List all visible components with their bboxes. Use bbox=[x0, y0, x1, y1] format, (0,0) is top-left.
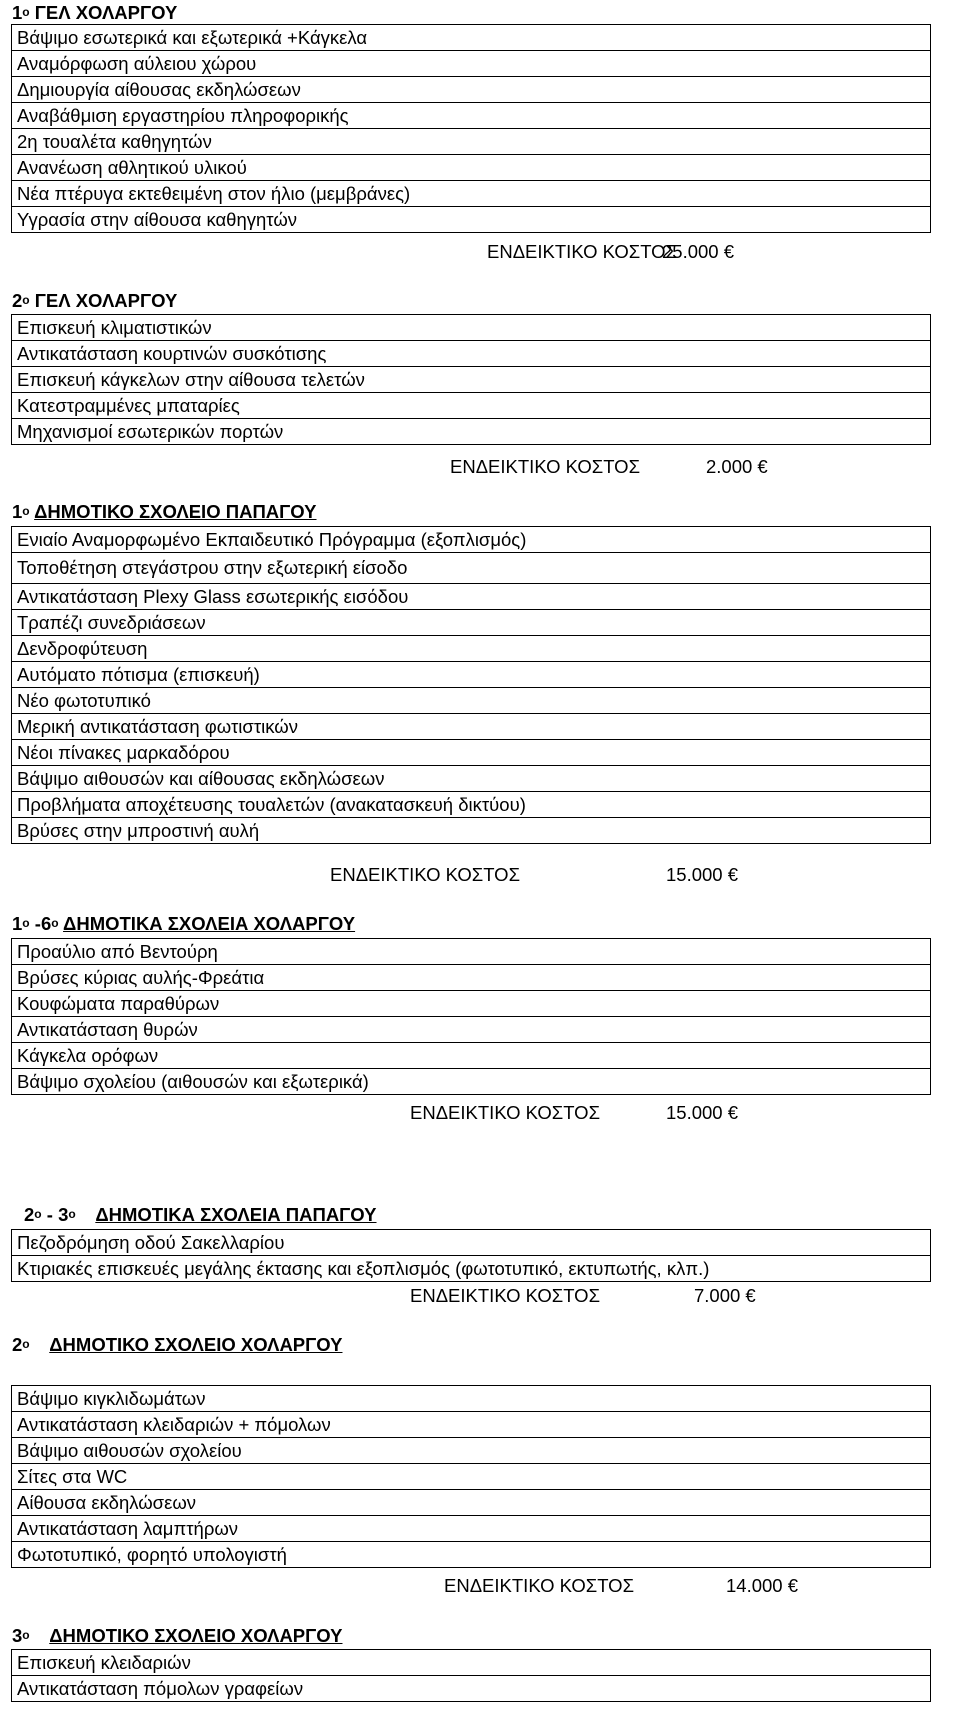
list-item: Επισκευή κάγκελων στην αίθουσα τελετών bbox=[11, 367, 931, 393]
section-7-heading bbox=[12, 1625, 342, 1649]
section-7-items bbox=[11, 1649, 931, 1702]
heading-number: 2 bbox=[12, 290, 23, 311]
cost-line-5 bbox=[410, 1284, 756, 1308]
heading-number: 1 bbox=[12, 913, 23, 934]
section-1-items bbox=[11, 24, 931, 233]
list-item: Αναβάθμιση εργαστηρίου πληροφορικής bbox=[11, 103, 931, 129]
list-item: Βάψιμο αιθουσών σχολείου bbox=[11, 1438, 931, 1464]
ordinal-sup-2: ο bbox=[51, 916, 59, 930]
heading-number: 2 bbox=[24, 1204, 35, 1225]
list-item: Βρύσες κύριας αυλής-Φρεάτια bbox=[11, 965, 931, 991]
heading-title: ΓΕΛ ΧΟΛΑΡΓΟΥ bbox=[34, 290, 178, 311]
cost-line-6 bbox=[444, 1574, 799, 1598]
list-item: Αντικατάσταση πόμολων γραφείων bbox=[11, 1676, 931, 1702]
ordinal-sup: ο bbox=[22, 1628, 30, 1642]
list-item: Δενδροφύτευση bbox=[11, 636, 931, 662]
ordinal-sup: ο bbox=[22, 504, 30, 518]
section-2-items bbox=[11, 314, 931, 445]
list-item: 2η τουαλέτα καθηγητών bbox=[11, 129, 931, 155]
heading-title: ΔΗΜΟΤΙΚΑ ΣΧΟΛΕΙΑ ΧΟΛΑΡΓΟΥ bbox=[63, 913, 356, 934]
list-item: Αντικατάσταση Plexy Glass εσωτερικής εισόδου bbox=[11, 584, 931, 610]
cost-label: ΕΝΔΕΙΚΤΙΚΟ ΚΟΣΤΟΣ bbox=[330, 864, 521, 885]
heading-title: ΔΗΜΟΤΙΚΑ ΣΧΟΛΕΙΑ ΠΑΠΑΓΟΥ bbox=[95, 1204, 377, 1225]
heading-title: ΔΗΜΟΤΙΚΟ ΣΧΟΛΕΙΟ ΧΟΛΑΡΓΟΥ bbox=[49, 1334, 343, 1355]
section-3-heading bbox=[12, 501, 317, 525]
cost-value: 14.000 € bbox=[726, 1575, 799, 1596]
list-item: Νέοι πίνακες μαρκαδόρου bbox=[11, 740, 931, 766]
section-6-heading bbox=[12, 1334, 342, 1358]
list-item: Υγρασία στην αίθουσα καθηγητών bbox=[11, 207, 931, 233]
cost-line-2 bbox=[450, 455, 768, 479]
cost-line-4 bbox=[410, 1101, 739, 1125]
heading-number: 1 bbox=[12, 2, 23, 23]
list-item: Νέο φωτοτυπικό bbox=[11, 688, 931, 714]
section-4-items bbox=[11, 938, 931, 1095]
heading-title: ΓΕΛ ΧΟΛΑΡΓΟΥ bbox=[34, 2, 178, 23]
list-item: Νέα πτέρυγα εκτεθειμένη στον ήλιο (μεμβράνες) bbox=[11, 181, 931, 207]
list-item: Βάψιμο σχολείου (αιθουσών και εξωτερικά) bbox=[11, 1069, 931, 1095]
list-item: Προβλήματα αποχέτευσης τουαλετών (ανακατασκευή δικτύου) bbox=[11, 792, 931, 818]
cost-line-3 bbox=[330, 863, 739, 887]
cost-label: ΕΝΔΕΙΚΤΙΚΟ ΚΟΣΤΟΣ bbox=[444, 1575, 635, 1596]
list-item: Ανανέωση αθλητικού υλικού bbox=[11, 155, 931, 181]
list-item: Βάψιμο εσωτερικά και εξωτερικά +Κάγκελα bbox=[11, 24, 931, 51]
list-item: Αντικατάσταση θυρών bbox=[11, 1017, 931, 1043]
list-item: Επισκευή κλειδαριών bbox=[11, 1649, 931, 1676]
list-item: Τοποθέτηση στεγάστρου στην εξωτερική είσοδο bbox=[11, 553, 931, 584]
list-item: Κάγκελα ορόφων bbox=[11, 1043, 931, 1069]
cost-label: ΕΝΔΕΙΚΤΙΚΟ ΚΟΣΤΟΣ bbox=[487, 241, 678, 262]
list-item: Αντικατάσταση λαμπτήρων bbox=[11, 1516, 931, 1542]
list-item: Επισκευή κλιματιστικών bbox=[11, 314, 931, 341]
list-item: Φωτοτυπικό, φορητό υπολογιστή bbox=[11, 1542, 931, 1568]
cost-value: 7.000 € bbox=[694, 1285, 756, 1306]
list-item: Τραπέζι συνεδριάσεων bbox=[11, 610, 931, 636]
ordinal-sup: ο bbox=[34, 1207, 42, 1221]
cost-label: ΕΝΔΕΙΚΤΙΚΟ ΚΟΣΤΟΣ bbox=[410, 1285, 601, 1306]
list-item: Βάψιμο κιγκλιδωμάτων bbox=[11, 1385, 931, 1412]
cost-label: ΕΝΔΕΙΚΤΙΚΟ ΚΟΣΤΟΣ bbox=[410, 1102, 601, 1123]
section-6-items bbox=[11, 1385, 931, 1568]
list-item: Πεζοδρόμηση οδού Σακελλαρίου bbox=[11, 1229, 931, 1256]
list-item: Αυτόματο πότισμα (επισκευή) bbox=[11, 662, 931, 688]
heading-number: 1 bbox=[12, 501, 23, 522]
section-1-heading bbox=[12, 2, 177, 26]
cost-value: 25.000 € bbox=[662, 241, 735, 262]
list-item: Μερική αντικατάσταση φωτιστικών bbox=[11, 714, 931, 740]
list-item: Αναμόρφωση αύλειου χώρου bbox=[11, 51, 931, 77]
ordinal-sup: ο bbox=[22, 1337, 30, 1351]
list-item: Κτιριακές επισκευές μεγάλης έκτασης και εξοπλισμός (φωτοτυπικό, εκτυπωτής, κλπ.) bbox=[11, 1256, 931, 1282]
cost-value: 15.000 € bbox=[666, 864, 739, 885]
cost-value: 2.000 € bbox=[706, 456, 768, 477]
ordinal-sup: ο bbox=[22, 5, 30, 19]
section-3-items bbox=[11, 526, 931, 844]
section-5-items bbox=[11, 1229, 931, 1282]
ordinal-sup: ο bbox=[22, 916, 30, 930]
section-4-heading bbox=[12, 913, 355, 937]
heading-title: ΔΗΜΟΤΙΚΟ ΣΧΟΛΕΙΟ ΧΟΛΑΡΓΟΥ bbox=[49, 1625, 343, 1646]
list-item: Προαύλιο από Βεντούρη bbox=[11, 938, 931, 965]
heading-title: ΔΗΜΟΤΙΚΟ ΣΧΟΛΕΙΟ ΠΑΠΑΓΟΥ bbox=[34, 501, 317, 522]
list-item: Κουφώματα παραθύρων bbox=[11, 991, 931, 1017]
list-item: Ενιαίο Αναμορφωμένο Εκπαιδευτικό Πρόγραμμα (εξοπλισμός) bbox=[11, 526, 931, 553]
section-2-heading bbox=[12, 290, 177, 314]
heading-number-2: - 3 bbox=[46, 1204, 69, 1225]
cost-label: ΕΝΔΕΙΚΤΙΚΟ ΚΟΣΤΟΣ bbox=[450, 456, 641, 477]
heading-number: 2 bbox=[12, 1334, 23, 1355]
list-item: Βάψιμο αιθουσών και αίθουσας εκδηλώσεων bbox=[11, 766, 931, 792]
heading-number: 3 bbox=[12, 1625, 23, 1646]
ordinal-sup: ο bbox=[22, 293, 30, 307]
heading-number-2: -6 bbox=[34, 913, 52, 934]
list-item: Αίθουσα εκδηλώσεων bbox=[11, 1490, 931, 1516]
list-item: Κατεστραμμένες μπαταρίες bbox=[11, 393, 931, 419]
ordinal-sup-2: ο bbox=[68, 1207, 76, 1221]
list-item: Βρύσες στην μπροστινή αυλή bbox=[11, 818, 931, 844]
cost-line-1 bbox=[487, 240, 735, 264]
list-item: Σίτες στα WC bbox=[11, 1464, 931, 1490]
list-item: Αντικατάσταση κουρτινών συσκότισης bbox=[11, 341, 931, 367]
list-item: Αντικατάσταση κλειδαριών + πόμολων bbox=[11, 1412, 931, 1438]
cost-value: 15.000 € bbox=[666, 1102, 739, 1123]
list-item: Δημιουργία αίθουσας εκδηλώσεων bbox=[11, 77, 931, 103]
list-item: Μηχανισμοί εσωτερικών πορτών bbox=[11, 419, 931, 445]
section-5-heading bbox=[24, 1204, 377, 1228]
